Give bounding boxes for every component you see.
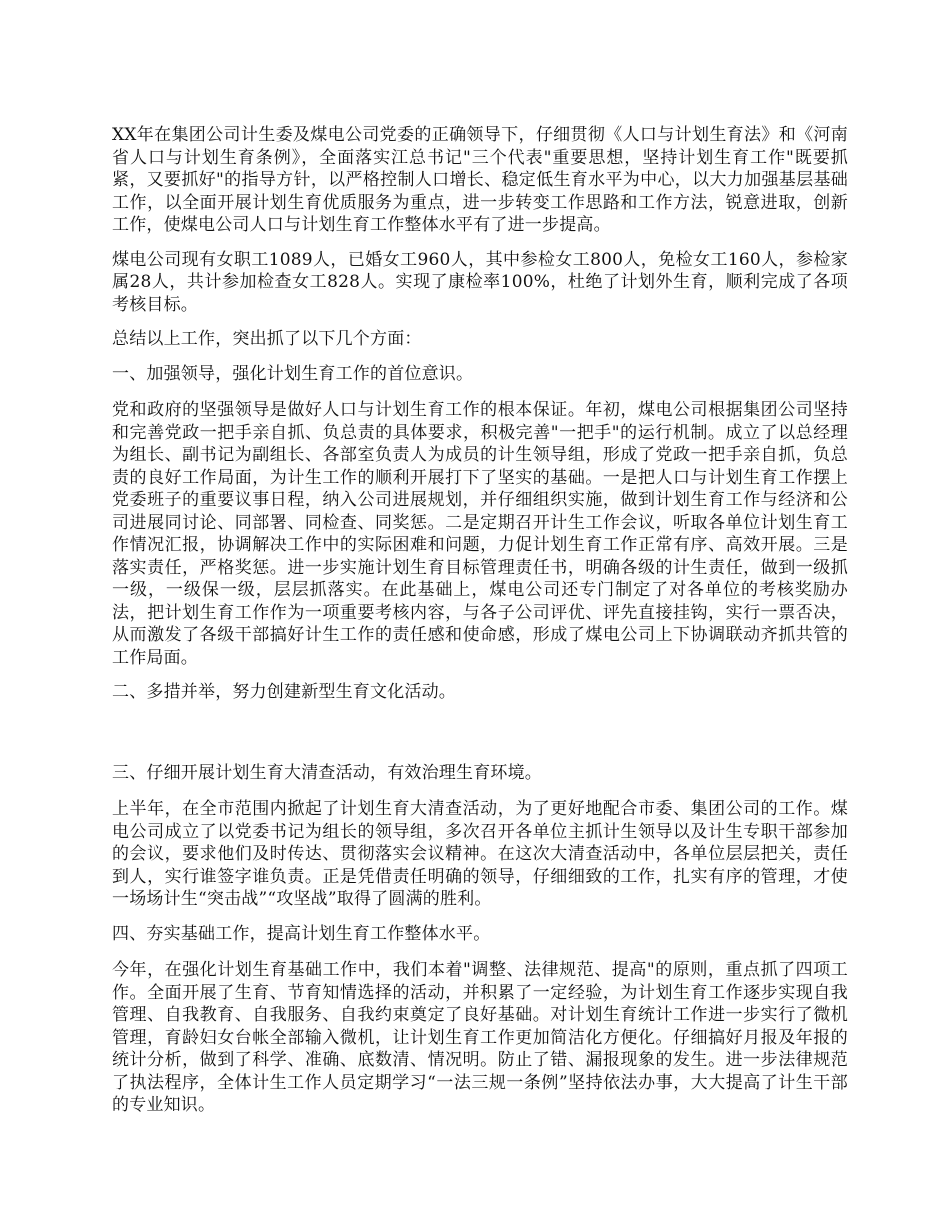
section-1-body: 党和政府的坚强领导是做好人口与计划生育工作的根本保证。年初，煤电公司根据集团公司坚持和完善党政一把手亲自抓、负总责的具体要求，积极完善"一把手"的运行机制。成立了以总经理为组长、副书记为副组长、各部室负责人为成员的计生领导组，形成了党政一把手亲自抓，负总责的良好工作局面，为计生工作的顺利开展打下了坚实的基础。一是把人口与计划生育工作摆上党委班子的重要议事日程，纳入公司进展规划，并仔细组织实施，做到计划生育工作与经济和公司进展同讨论、同部署、同检查、同奖惩。二是定期召开计生工作会议，听取各单位计划生育工作情况汇报，协调解决工作中的实际困难和问题，力促计划生育工作正常有序、高效开展。三是落实责任，严格奖惩。进一步实施计划生育目标管理责任书，明确各级的计生责任，做到一级抓一级，一级保一级，层层抓落实。在此基础上，煤电公司还专门制定了对各单位的考核奖励办法，把计划生育工作作为一项重要考核内容，与各子公司评优、评先直接挂钩，实行一票否决，从而激发了各级干部搞好计生工作的责任感和使命感，形成了煤电公司上下协调联动齐抓共管的工作局面。 [112,400,848,668]
intro-paragraph: XX年在集团公司计生委及煤电公司党委的正确领导下，仔细贯彻《人口与计划生育法》和《河南省人口与计划生育条例》，全面落实江总书记"三个代表"重要思想，坚持计划生育工作"既要抓紧，又要抓好"的指导方针，以严格控制人口增长、稳定低生育水平为中心，以大力加强基层基础工作，以全面开展计划生育优质服务为重点，进一步转变工作思路和工作方法，锐意进取，创新工作，使煤电公司人口与计划生育工作整体水平有了进一步提高。 [112,125,848,235]
section-heading-4: 四、夯实基础工作，提高计划生育工作整体水平。 [112,923,491,944]
section-heading-3: 三、仔细开展计划生育大清查活动，有效治理生育环境。 [112,762,542,783]
section-heading-2: 二、多措并举，努力创建新型生育文化活动。 [112,682,456,702]
blank-spacer [112,718,848,762]
section-4-body: 今年，在强化计划生育基础工作中，我们本着"调整、法律规范、提高"的原则，重点抓了四项工作。全面开展了生育、节育知情选择的活动，并积累了一定经验，为计划生育工作逐步实现自我管理、自我教育、自我服务、自我约束奠定了良好基础。对计划生育统计工作进一步实行了微机管理，育龄妇女台帐全部输入微机，让计划生育工作更加简洁化方便化。仔细搞好月报及年报的统计分析，做到了科学、准确、底数清、情况明。防止了错、漏报现象的发生。进一步法律规范了执法程序，全体计生工作人员定期学习“一法三规一条例”坚持依法办事，大大提高了计生干部的专业知识。 [112,960,848,1115]
summary-lead: 总结以上工作，突出抓了以下几个方面： [112,329,422,349]
document-body [112,124,848,1129]
statistics-paragraph: 煤电公司现有女职工1089人，已婚女工960人，其中参检女工800人，免检女工160人，参检家属28人，共计参加检查女工828人。实现了康检率100%，杜绝了计划外生育，顺利完成了各项考核目标。 [112,249,848,315]
section-3-body: 上半年，在全市范围内掀起了计划生育大清查活动，为了更好地配合市委、集团公司的工作。煤电公司成立了以党委书记为组长的领导组，多次召开各单位主抓计生领导以及计生专职干部参加的会议，要求他们及时传达、贯彻落实会议精神。在这次大清查活动中，各单位层层把关，责任到人，实行谁签字谁负责。正是凭借责任明确的领导，仔细细致的工作，扎实有序的管理，才使一场场计生“突击战”“攻坚战”取得了圆满的胜利。 [112,799,848,909]
section-heading-1: 一、加强领导，强化计划生育工作的首位意识。 [112,363,474,384]
